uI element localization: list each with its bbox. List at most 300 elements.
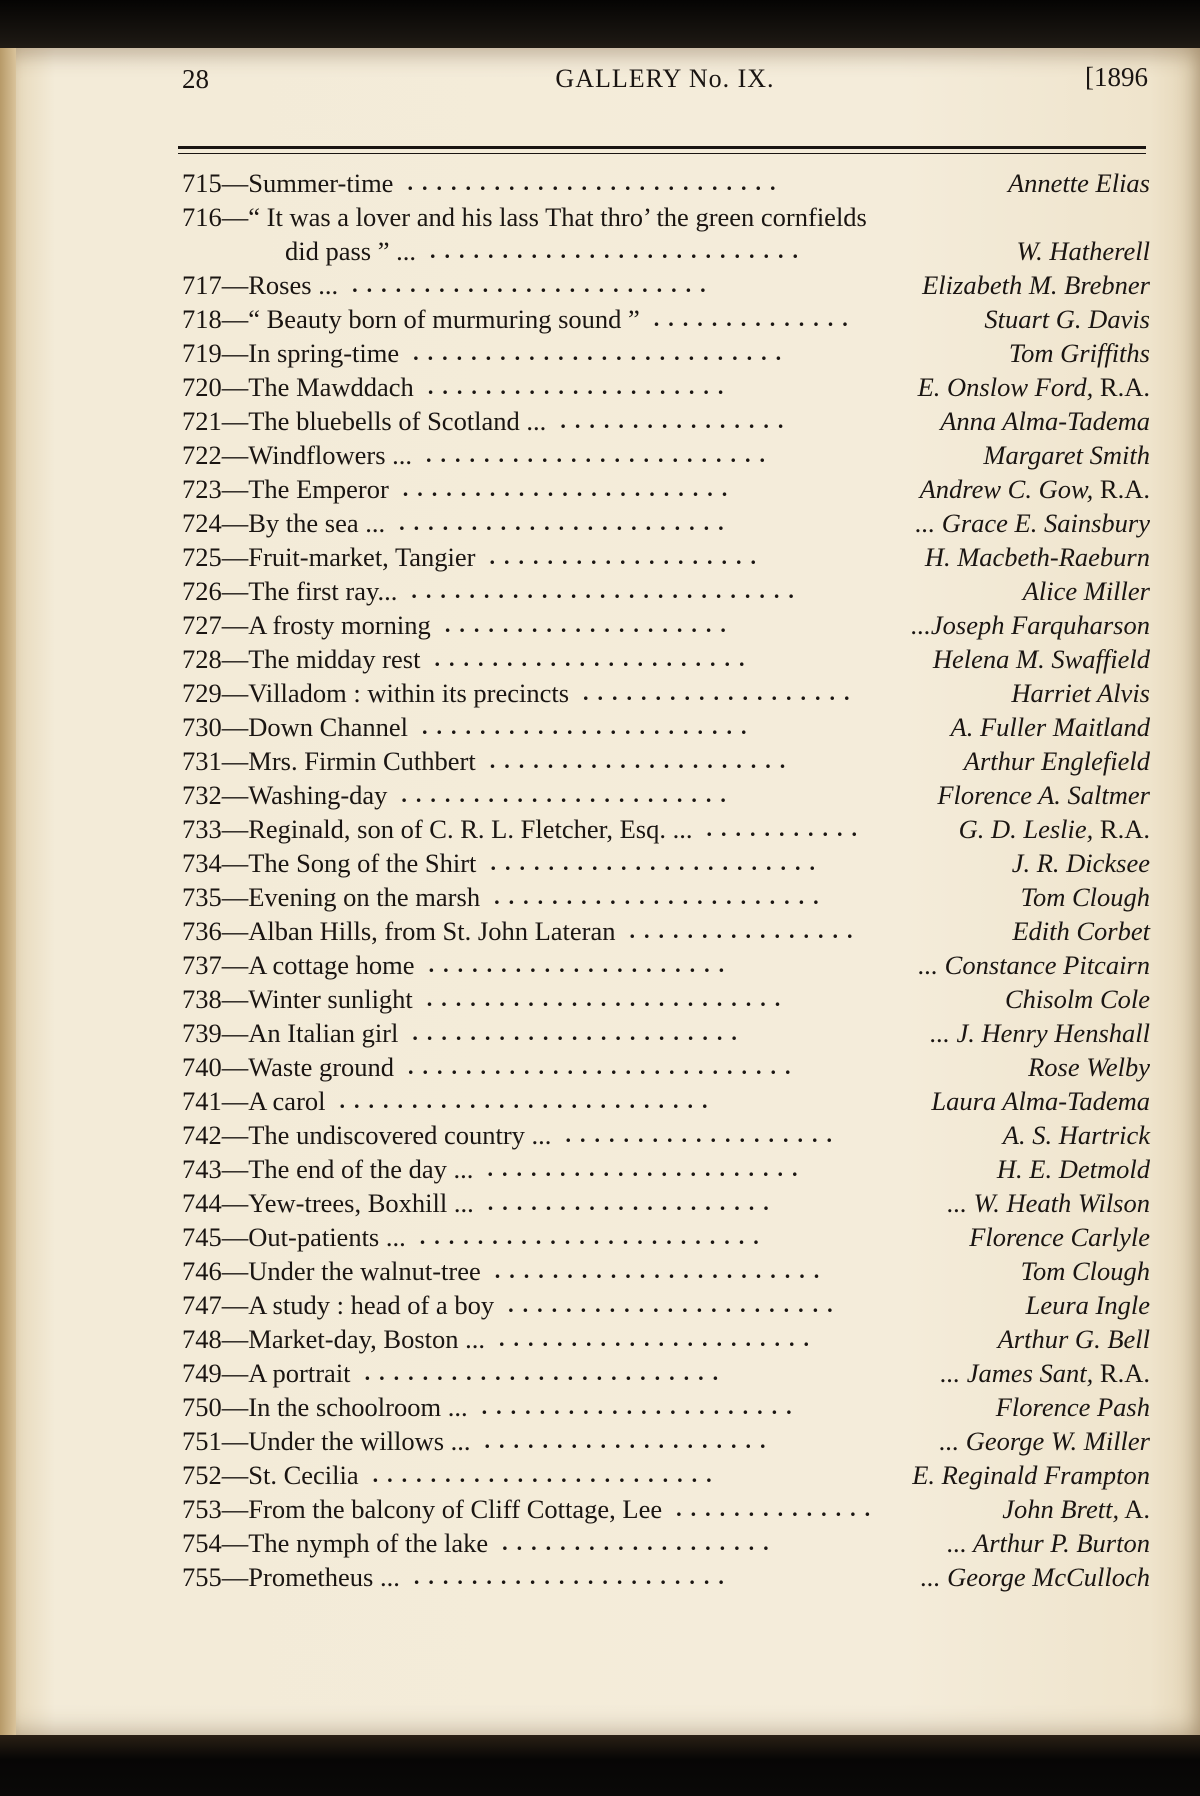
entry-title: Reginald, son of C. R. L. Fletcher, Esq. ... — [248, 814, 693, 844]
catalogue-entry — [182, 1016, 1150, 1050]
artist-name: E. Reginald Frampton — [912, 1460, 1150, 1490]
entry-number-title — [182, 574, 397, 608]
entry-artist — [921, 1560, 1150, 1594]
bottom-scan-border — [0, 1735, 1200, 1796]
catalogue-entry — [182, 1356, 1150, 1390]
entry-number-title — [182, 540, 476, 574]
entry-title: From the balcony of Cliff Cottage, Lee — [248, 1494, 663, 1524]
entry-number: 718 — [182, 304, 222, 334]
artist-name: A. Fuller Maitland — [950, 712, 1150, 742]
entry-title: The first ray... — [248, 576, 398, 606]
entry-number-title — [182, 608, 431, 642]
entry-dash: — — [221, 1188, 249, 1218]
entry-number-title — [182, 370, 414, 404]
dot-leader: ...................... — [434, 646, 754, 671]
artist-name: Rose Welby — [1028, 1052, 1150, 1082]
entry-number-title — [182, 676, 569, 710]
dot-leader: ..................... — [428, 952, 734, 977]
catalogue-entry — [182, 642, 1150, 676]
entry-artist — [920, 472, 1150, 506]
entry-number: 750 — [182, 1392, 222, 1422]
artist-name: Annette Elias — [1007, 168, 1150, 198]
entry-number: 748 — [182, 1324, 222, 1354]
entry-number: 729 — [182, 678, 222, 708]
catalogue-entry — [182, 540, 1150, 574]
entry-artist — [959, 812, 1150, 846]
entry-title: Under the willows ... — [248, 1426, 471, 1456]
entry-dash: — — [221, 270, 249, 300]
entry-number-title — [182, 1390, 468, 1424]
dot-leader: .................... — [487, 1190, 778, 1215]
entry-artist — [918, 948, 1150, 982]
entry-number: 747 — [182, 1290, 222, 1320]
artist-honour: R.A. — [1093, 372, 1150, 402]
dot-leader: ........................ — [419, 1224, 768, 1249]
artist-name: ... W. Heath Wilson — [947, 1188, 1150, 1218]
dot-leader: .......................... — [339, 1088, 717, 1113]
catalogue-entry — [182, 1526, 1150, 1560]
entry-number-title — [182, 200, 867, 234]
entry-number-title — [182, 1016, 398, 1050]
entry-artist — [939, 1424, 1150, 1458]
entry-title: “ Beauty born of murmuring sound ” — [248, 304, 640, 334]
entry-number: 732 — [182, 780, 222, 810]
entry-number: 745 — [182, 1222, 222, 1252]
dot-leader: ..................... — [489, 748, 795, 773]
entry-title: Down Channel — [248, 712, 408, 742]
entry-number-title — [182, 1356, 351, 1390]
catalogue-entry — [182, 982, 1150, 1016]
page-spine-edge — [0, 48, 16, 1746]
entry-artist — [1017, 234, 1150, 268]
dot-leader: ................... — [502, 1530, 778, 1555]
catalogue-entry — [182, 778, 1150, 812]
gallery-title: GALLERY No. IX. — [555, 64, 775, 93]
entry-number-title — [182, 880, 480, 914]
dot-leader: ...................... — [481, 1394, 801, 1419]
entry-number: 755 — [182, 1562, 222, 1592]
entry-number-title — [182, 506, 385, 540]
entry-dash: — — [221, 372, 249, 402]
dot-leader: ....................... — [490, 850, 824, 875]
entry-artist — [940, 1356, 1150, 1390]
entry-dash: — — [221, 984, 249, 1014]
entry-dash: — — [221, 406, 249, 436]
entry-number: 743 — [182, 1154, 222, 1184]
artist-name: J. R. Dicksee — [1011, 848, 1150, 878]
catalogue-entry — [182, 166, 1150, 200]
entry-title: Waste ground — [248, 1052, 395, 1082]
catalogue-entry — [182, 472, 1150, 506]
entry-number: 719 — [182, 338, 222, 368]
artist-name: A. S. Hartrick — [1002, 1120, 1150, 1150]
entry-artist — [1021, 880, 1150, 914]
entry-number: 741 — [182, 1086, 222, 1116]
artist-name: Tom Clough — [1020, 1256, 1150, 1286]
catalogue-entry — [182, 744, 1150, 778]
entry-number: 753 — [182, 1494, 222, 1524]
entry-artist — [983, 438, 1150, 472]
dot-leader: ................... — [565, 1122, 841, 1147]
entry-number: 738 — [182, 984, 222, 1014]
entry-dash: — — [221, 644, 249, 674]
artist-name: Stuart G. Davis — [984, 304, 1150, 334]
entry-dash: — — [221, 168, 249, 198]
entry-number: 721 — [182, 406, 222, 436]
entry-dash: — — [221, 474, 249, 504]
entry-number: 726 — [182, 576, 222, 606]
entry-dash: — — [221, 1562, 249, 1592]
entry-dash: — — [221, 780, 249, 810]
entry-artist — [1003, 1118, 1150, 1152]
entry-number: 716 — [182, 202, 222, 232]
artist-name: Laura Alma-Tadema — [931, 1086, 1150, 1116]
entry-number-title — [182, 1118, 551, 1152]
entry-number-title — [182, 1458, 359, 1492]
entry-artist — [925, 540, 1150, 574]
catalogue-entry — [182, 404, 1150, 438]
header-rule-thin — [178, 153, 1146, 154]
entry-number-title — [182, 1492, 662, 1526]
artist-name: Tom Griffiths — [1008, 338, 1150, 368]
entry-number-title — [182, 438, 412, 472]
entry-dash: — — [221, 1528, 249, 1558]
entry-artist — [1023, 574, 1150, 608]
dot-leader: ....................... — [421, 714, 756, 739]
catalogue-entry — [182, 846, 1150, 880]
dot-leader: .......................... — [430, 238, 808, 263]
entry-title: The midday rest — [248, 644, 421, 674]
dot-leader: ....................... — [494, 1258, 829, 1283]
catalogue-entry — [182, 1288, 1150, 1322]
catalogue-entry — [182, 1560, 1150, 1594]
artist-name: ... George W. Miller — [939, 1426, 1150, 1456]
entry-artist — [930, 1016, 1150, 1050]
entry-number-title — [182, 846, 476, 880]
entry-artist — [998, 1322, 1150, 1356]
entry-title: A cottage home — [248, 950, 415, 980]
entry-artist — [918, 370, 1150, 404]
catalogue-entry — [182, 1186, 1150, 1220]
dot-leader: ......................... — [352, 272, 715, 297]
entry-dash: — — [221, 1222, 249, 1252]
catalogue-list — [182, 166, 1150, 1606]
entry-title: In spring-time — [248, 338, 400, 368]
header-year: [1896 — [1085, 62, 1148, 92]
entry-number-title — [182, 1084, 326, 1118]
entry-dash: — — [221, 610, 249, 640]
dot-leader: ........................... — [408, 1054, 800, 1079]
catalogue-entry — [182, 370, 1150, 404]
artist-name: E. Onslow Ford, — [917, 372, 1094, 402]
dot-leader: .................... — [484, 1428, 775, 1453]
entry-dash: — — [221, 576, 249, 606]
entry-dash: — — [221, 1392, 249, 1422]
artist-name: G. D. Leslie, — [958, 814, 1094, 844]
entry-dash: — — [221, 1018, 249, 1048]
entry-artist — [1002, 1492, 1150, 1526]
dot-leader: .............. — [653, 306, 857, 331]
artist-name: Edith Corbet — [1012, 916, 1150, 946]
entry-number-title — [182, 710, 408, 744]
artist-name: ... George McCulloch — [920, 1562, 1150, 1592]
entry-dash: — — [221, 1324, 249, 1354]
dot-leader: .......................... — [407, 170, 785, 195]
dot-leader: ................ — [629, 918, 862, 943]
entry-dash: — — [221, 950, 249, 980]
entry-artist — [951, 710, 1150, 744]
entry-artist — [933, 642, 1150, 676]
entry-dash: — — [221, 882, 249, 912]
artist-name: ... Arthur P. Burton — [947, 1528, 1150, 1558]
entry-artist — [1012, 914, 1150, 948]
entry-number: 717 — [182, 270, 222, 300]
entry-dash: — — [221, 916, 249, 946]
artist-name: ... J. Henry Henshall — [929, 1018, 1150, 1048]
entry-artist — [912, 1458, 1150, 1492]
entry-number-title — [182, 472, 389, 506]
artist-name: H. Macbeth-Raeburn — [924, 542, 1150, 572]
entry-dash: — — [221, 508, 249, 538]
entry-number-title — [182, 1526, 488, 1560]
artist-name: Anna Alma-Tadema — [940, 406, 1150, 436]
catalogue-entry — [182, 200, 1150, 268]
artist-honour: A. — [1119, 1494, 1150, 1524]
entry-number-title — [182, 1186, 474, 1220]
entry-number: 730 — [182, 712, 222, 742]
entry-artist — [947, 1526, 1150, 1560]
artist-name: Alice Miller — [1022, 576, 1150, 606]
artist-name: Arthur Englefield — [963, 746, 1150, 776]
dot-leader: ........................ — [426, 442, 775, 467]
dot-leader: ....................... — [508, 1292, 842, 1317]
entry-title: In the schoolroom ... — [248, 1392, 468, 1422]
entry-number: 734 — [182, 848, 222, 878]
entry-title: Under the walnut-tree — [248, 1256, 481, 1286]
entry-dash: — — [221, 1290, 249, 1320]
catalogue-entry — [182, 608, 1150, 642]
entry-dash: — — [221, 1494, 249, 1524]
entry-title: Villadom : within its precincts — [248, 678, 570, 708]
entry-number: 727 — [182, 610, 222, 640]
entry-title: An Italian girl — [248, 1018, 399, 1048]
entry-title: The nymph of the lake — [248, 1528, 489, 1558]
entry-number-title — [182, 1424, 471, 1458]
entry-title: The Song of the Shirt — [248, 848, 477, 878]
entry-title: The Emperor — [248, 474, 389, 504]
dot-leader: ................ — [560, 408, 793, 433]
catalogue-entry — [182, 812, 1150, 846]
dot-leader: ........... — [706, 816, 866, 841]
entry-title: The bluebells of Scotland ... — [248, 406, 547, 436]
entry-artist — [1028, 1050, 1150, 1084]
dot-leader: ......................... — [426, 986, 790, 1011]
entry-dash: — — [221, 304, 249, 334]
entry-title: A study : head of a boy — [248, 1290, 495, 1320]
entry-dash: — — [221, 814, 249, 844]
dot-leader: ...................... — [499, 1326, 818, 1351]
entry-number-title — [182, 1560, 400, 1594]
entry-number: 740 — [182, 1052, 222, 1082]
entry-title: Evening on the marsh — [248, 882, 481, 912]
dot-leader: ....................... — [494, 884, 828, 909]
dot-leader: .......................... — [413, 340, 791, 365]
catalogue-entry — [182, 676, 1150, 710]
catalogue-entry — [182, 1254, 1150, 1288]
entry-title: “ It was a lover and his lass That thro’ the green cornfields — [248, 202, 867, 232]
catalogue-entry — [182, 710, 1150, 744]
entry-dash: — — [221, 1426, 249, 1456]
entry-title: A portrait — [248, 1358, 351, 1388]
dot-leader: ................... — [489, 544, 766, 569]
entry-title: By the sea ... — [248, 508, 386, 538]
artist-name: ...Joseph Farquharson — [911, 610, 1150, 640]
entry-number-title — [182, 166, 393, 200]
dot-leader: ...................... — [487, 1156, 807, 1181]
entry-title: Prometheus ... — [248, 1562, 400, 1592]
artist-honour: R.A. — [1093, 814, 1150, 844]
entry-title: Windflowers ... — [248, 440, 413, 470]
artist-name: Chisolm Cole — [1004, 984, 1150, 1014]
entry-number: 742 — [182, 1120, 222, 1150]
entry-number: 754 — [182, 1528, 222, 1558]
entry-dash: — — [221, 202, 249, 232]
entry-title: Mrs. Firmin Cuthbert — [248, 746, 476, 776]
dot-leader: ...................... — [413, 1564, 733, 1589]
entry-artist — [1008, 166, 1150, 200]
entry-artist — [1026, 1288, 1150, 1322]
dot-leader: ....................... — [402, 476, 737, 501]
entry-title: Yew-trees, Boxhill ... — [248, 1188, 474, 1218]
entry-dash: — — [221, 848, 249, 878]
entry-title: Washing-day — [248, 780, 388, 810]
entry-dash: — — [221, 1120, 249, 1150]
dot-leader: ................... — [583, 680, 859, 705]
dot-leader: ..................... — [427, 374, 733, 399]
entry-number: 728 — [182, 644, 222, 674]
artist-name: ... Grace E. Sainsbury — [915, 508, 1150, 538]
dot-leader: ........................... — [411, 578, 803, 603]
entry-artist — [922, 268, 1150, 302]
entry-number-title — [182, 642, 420, 676]
dot-leader: ........................ — [372, 1462, 721, 1487]
catalogue-entry — [182, 506, 1150, 540]
entry-number: 736 — [182, 916, 222, 946]
entry-title: Roses ... — [248, 270, 339, 300]
dot-leader: ....................... — [412, 1020, 746, 1045]
entry-number-title — [182, 1322, 485, 1356]
entry-title: A carol — [248, 1086, 326, 1116]
artist-name: Harriet Alvis — [1011, 678, 1150, 708]
entry-number: 751 — [182, 1426, 222, 1456]
entry-number: 737 — [182, 950, 222, 980]
catalogue-entry — [182, 1220, 1150, 1254]
artist-name: Leura Ingle — [1025, 1290, 1150, 1320]
dot-leader: ....................... — [401, 782, 735, 807]
entry-artist — [984, 302, 1150, 336]
entry-title: The Mawddach — [248, 372, 414, 402]
entry-artist — [937, 778, 1150, 812]
entry-number: 735 — [182, 882, 222, 912]
catalogue-entry — [182, 302, 1150, 336]
entry-dash: — — [221, 678, 249, 708]
entry-number-title — [182, 268, 338, 302]
entry-artist — [947, 1186, 1150, 1220]
artist-honour: R.A. — [1093, 1358, 1150, 1388]
dot-leader: .............. — [676, 1496, 880, 1521]
catalogue-entry — [182, 1390, 1150, 1424]
entry-dash: — — [221, 338, 249, 368]
entry-number: 722 — [182, 440, 222, 470]
page-number: 28 — [182, 64, 209, 94]
entry-number-title — [182, 914, 616, 948]
catalogue-entry — [182, 268, 1150, 302]
entry-number-title — [182, 1254, 481, 1288]
entry-title: Alban Hills, from St. John Lateran — [248, 916, 616, 946]
entry-artist — [997, 1152, 1150, 1186]
catalogue-entry — [182, 948, 1150, 982]
entry-number-title — [182, 1152, 473, 1186]
artist-name: H. E. Detmold — [996, 1154, 1150, 1184]
entry-artist — [911, 608, 1150, 642]
entry-title-continuation: did pass ” ... — [285, 236, 417, 266]
artist-name: Elizabeth M. Brebner — [922, 270, 1150, 300]
entry-number: 723 — [182, 474, 222, 504]
entry-artist — [1012, 846, 1150, 880]
entry-dash: — — [221, 746, 249, 776]
entry-number-title — [182, 982, 413, 1016]
entry-number: 715 — [182, 168, 222, 198]
artist-name: Florence A. Saltmer — [937, 780, 1150, 810]
entry-number-title — [182, 948, 415, 982]
entry-dash: — — [221, 542, 249, 572]
entry-number: 752 — [182, 1460, 222, 1490]
entry-title: Market-day, Boston ... — [248, 1324, 485, 1354]
catalogue-entry — [182, 1322, 1150, 1356]
running-header — [182, 58, 1148, 98]
artist-name: Florence Pash — [995, 1392, 1150, 1422]
entry-dash: — — [221, 712, 249, 742]
entry-artist — [1021, 1254, 1150, 1288]
catalogue-entry — [182, 1118, 1150, 1152]
artist-name: ... Constance Pitcairn — [918, 950, 1150, 980]
catalogue-entry — [182, 1492, 1150, 1526]
artist-honour: R.A. — [1093, 474, 1150, 504]
entry-artist — [940, 404, 1150, 438]
catalogue-entry — [182, 1424, 1150, 1458]
entry-artist — [931, 1084, 1150, 1118]
entry-dash: — — [221, 1086, 249, 1116]
entry-title: Out-patients ... — [248, 1222, 406, 1252]
entry-number: 749 — [182, 1358, 222, 1388]
dot-leader: ......................... — [364, 1360, 728, 1385]
entry-title: The end of the day ... — [248, 1154, 474, 1184]
entry-artist — [969, 1220, 1150, 1254]
entry-dash: — — [221, 1460, 249, 1490]
catalogue-entry — [182, 336, 1150, 370]
artist-name: Florence Carlyle — [969, 1222, 1150, 1252]
artist-name: Arthur G. Bell — [997, 1324, 1150, 1354]
entry-artist — [996, 1390, 1150, 1424]
entry-number-title — [182, 404, 546, 438]
artist-name: Helena M. Swaffield — [932, 644, 1150, 674]
entry-number: 744 — [182, 1188, 222, 1218]
catalogue-entry — [182, 880, 1150, 914]
entry-number-title — [182, 336, 399, 370]
entry-dash: — — [221, 1256, 249, 1286]
entry-number-title — [182, 744, 476, 778]
entry-artist — [915, 506, 1150, 540]
